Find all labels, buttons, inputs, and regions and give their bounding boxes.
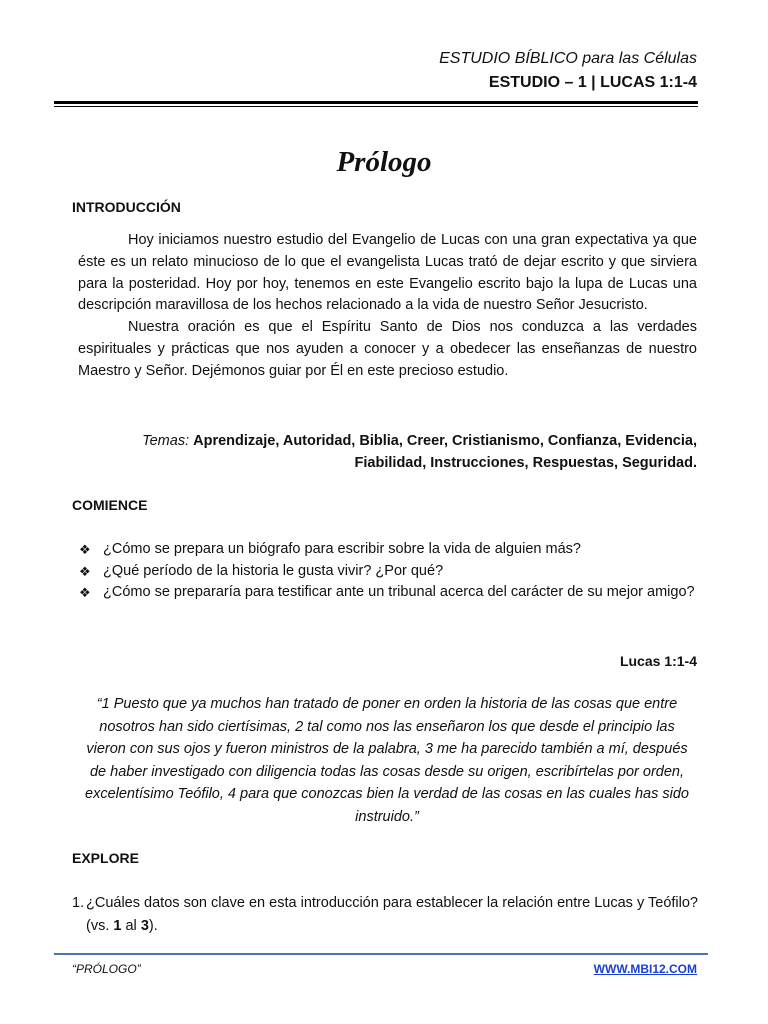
- page-header: [439, 48, 697, 94]
- question-text: ¿Cuáles datos son clave en esta introducción para establecer la relación entre Lucas y Teófilo? (vs.: [86, 895, 698, 934]
- verse-number: 1: [113, 918, 122, 934]
- list-item: [79, 561, 699, 583]
- question-text-end: ).: [148, 918, 158, 934]
- introduccion-heading: INTRODUCCIÓN: [72, 199, 181, 215]
- introduccion-paragraph: Hoy iniciamos nuestro estudio del Evangelio de Lucas con una gran expectativa ya que éste es un relato minucioso de lo que el evangelista Lucas trató de dejar escrito y que sirviera para la posteridad. Hoy por hoy, tenemos en este Evangelio escrito bajo la lupa de Lucas una descripción maravillosa de los hechos relacionado a la vida de nuestro Señor Jesucristo.: [78, 232, 697, 314]
- list-item-text: ¿Cómo se prepararía para testificar ante un tribunal acerca del carácter de su mejor amigo?: [103, 584, 695, 600]
- page-title: Prólogo: [336, 146, 432, 178]
- list-item: [79, 539, 699, 561]
- scripture-reference: Lucas 1:1-4: [619, 653, 697, 669]
- scripture-quote: “1 Puesto que ya muchos han tratado de poner en orden la historia de las cosas que entre nosotros han sido ciertísimas, 2 tal como nos las enseñaron los que desde el principio las vieron con sus ojos y fueron ministros de la palabra, 3 me ha parecido también a mí, después de haber investigado con diligencia todas las cosas desde su origen, escribírtelas por orden, excelentísimo Teófilo, 4 para que conozcas bien la verdad de las cosas en las cuales has sido instruido.”: [85, 696, 689, 825]
- footer-website-link[interactable]: WWW.MBI12.COM: [593, 962, 697, 976]
- temas-list: Aprendizaje, Autoridad, Biblia, Creer, Cristianismo, Confianza, Evidencia, Fiabilidad, Instrucciones, Respuestas, Seguridad.: [193, 433, 697, 471]
- temas-label: Temas:: [142, 433, 190, 449]
- explore-heading: EXPLORE: [72, 850, 139, 866]
- temas-block: [78, 430, 697, 474]
- header-series-title: ESTUDIO BÍBLICO para las Células: [439, 50, 697, 67]
- list-item: [79, 582, 699, 604]
- footer-rule: [54, 953, 708, 955]
- list-item-text: ¿Qué período de la historia le gusta vivir? ¿Por qué?: [103, 562, 444, 579]
- question-number: 1.: [72, 895, 85, 911]
- diamond-bullet-icon: ❖: [79, 563, 91, 579]
- explore-question: [72, 892, 698, 938]
- list-item-text: ¿Cómo se prepara un biógrafo para escribir sobre la vida de alguien más?: [103, 541, 581, 557]
- comience-heading: COMIENCE: [72, 497, 148, 513]
- introduccion-body: [78, 230, 697, 383]
- diamond-bullet-icon: ❖: [79, 542, 91, 557]
- question-text-mid: al: [121, 918, 141, 934]
- header-rule-thick: [54, 101, 698, 104]
- introduccion-paragraph: Nuestra oración es que el Espíritu Santo de Dios nos conduzca a las verdades espirituales y prácticas que nos ayuden a conocer y a obedecer las enseñanzas de nuestro Maestro y Señor. Dejémonos guiar por Él en este precioso estudio.: [78, 319, 697, 379]
- footer-title: “PRÓLOGO”: [72, 962, 141, 976]
- header-rule-thin: [54, 106, 698, 107]
- header-study-ref: ESTUDIO – 1 | LUCAS 1:1-4: [488, 74, 697, 91]
- diamond-bullet-icon: ❖: [79, 585, 91, 600]
- comience-list: [79, 539, 699, 604]
- verse-number: 3: [140, 918, 149, 934]
